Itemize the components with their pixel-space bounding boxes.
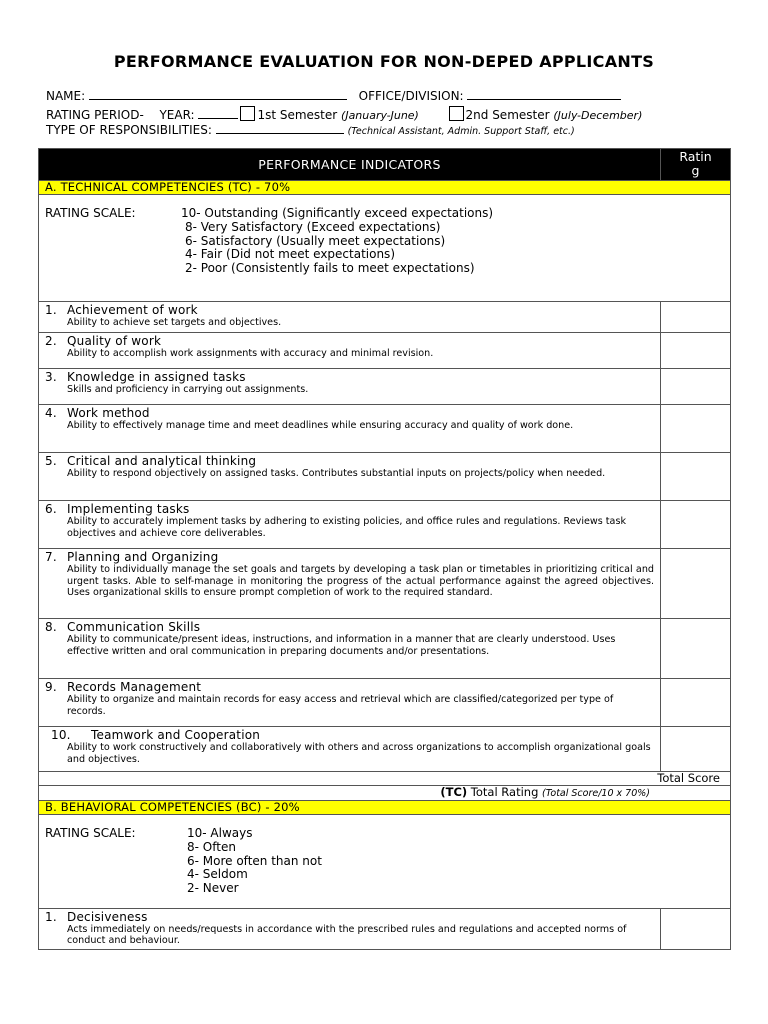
criterion-row xyxy=(39,302,731,333)
criterion-title xyxy=(45,503,654,516)
criterion-row xyxy=(39,908,731,949)
rating-header-line2: g xyxy=(691,163,700,178)
section-b-header xyxy=(39,801,731,815)
section-b-title: B. BEHAVIORAL COMPETENCIES (BC) - 20% xyxy=(39,801,731,815)
criterion-title xyxy=(45,551,654,564)
rating-input-cell[interactable] xyxy=(661,501,731,549)
rating-input-cell[interactable] xyxy=(661,619,731,679)
criterion-row xyxy=(39,619,731,679)
rating-input-cell[interactable] xyxy=(661,908,731,949)
criterion-row xyxy=(39,727,731,772)
rating-input-cell[interactable] xyxy=(661,453,731,501)
first-semester-checkbox[interactable] xyxy=(240,106,255,121)
section-a-title: A. TECHNICAL COMPETENCIES (TC) - 70% xyxy=(39,181,731,195)
criterion-number: 9. xyxy=(45,680,57,694)
rating-scale-entry: 6- Satisfactory (Usually meet expectations) xyxy=(185,233,446,248)
responsibilities-hint: (Technical Assistant, Admin. Support Staff, etc.) xyxy=(347,126,575,137)
second-semester-label: 2nd Semester xyxy=(465,108,550,122)
criterion-description: Acts immediately on needs/requests in accordance with the prescribed rules and regulations and accepted norms of conduct and behaviour. xyxy=(67,923,627,947)
rating-input-cell[interactable] xyxy=(661,369,731,405)
rating-input-cell[interactable] xyxy=(661,679,731,727)
criterion-title xyxy=(45,729,654,742)
criterion-name: Implementing tasks xyxy=(67,502,190,516)
section-b-scale-label: RATING SCALE: xyxy=(45,826,136,840)
criterion-cell xyxy=(39,369,661,405)
criterion-description: Skills and proficiency in carrying out assignments. xyxy=(67,384,309,395)
rating-input-cell[interactable] xyxy=(661,549,731,619)
criterion-row xyxy=(39,501,731,549)
total-rating-row xyxy=(39,786,731,801)
criterion-cell xyxy=(39,405,661,453)
document-title: PERFORMANCE EVALUATION FOR NON-DEPED APPLICANTS xyxy=(113,52,655,71)
criterion-cell xyxy=(39,549,661,619)
criterion-title xyxy=(45,455,654,468)
criterion-number: 4. xyxy=(45,406,57,420)
criterion-description: Ability to communicate/present ideas, instructions, and information in a manner that are clearly understood. Uses effective written and oral communication in preparing documents and/or presentations. xyxy=(67,634,616,657)
criterion-cell xyxy=(39,619,661,679)
rating-scale-entry: 10- Always xyxy=(187,826,253,840)
criterion-name: Communication Skills xyxy=(67,620,201,634)
rating-scale-entry: 8- Often xyxy=(187,839,236,854)
rating-input-cell[interactable] xyxy=(661,727,731,772)
total-rating-formula: (Total Score/10 x 70%) xyxy=(542,788,650,799)
criterion-description: Ability to achieve set targets and objectives. xyxy=(67,317,282,328)
section-b-scale-values xyxy=(187,827,322,896)
name-field[interactable] xyxy=(89,88,347,100)
criterion-name: Records Management xyxy=(67,680,202,694)
criterion-row xyxy=(39,369,731,405)
criterion-row xyxy=(39,405,731,453)
indicators-header: PERFORMANCE INDICATORS xyxy=(39,149,661,181)
criterion-row xyxy=(39,679,731,727)
criterion-number: 1. xyxy=(45,303,57,317)
rating-input-cell[interactable] xyxy=(661,302,731,333)
criterion-number: 2. xyxy=(45,334,57,348)
rating-scale-entry: 6- More often than not xyxy=(187,853,322,868)
second-semester-checkbox[interactable] xyxy=(449,106,464,121)
criterion-name: Knowledge in assigned tasks xyxy=(67,370,246,384)
criterion-description: Ability to work constructively and collaboratively with others and across organizations to accomplish organizational goals and objectives. xyxy=(67,742,651,765)
responsibilities-field[interactable] xyxy=(216,122,344,134)
criterion-cell xyxy=(39,679,661,727)
criterion-title xyxy=(45,371,654,384)
rating-scale-entry: 2- Never xyxy=(187,881,239,896)
criterion-title xyxy=(45,911,654,924)
criterion-description: Ability to effectively manage time and meet deadlines while ensuring accuracy and quality of work done. xyxy=(67,420,574,431)
section-b-scale-row xyxy=(39,815,731,909)
criterion-number: 10. xyxy=(51,728,71,742)
criterion-name: Work method xyxy=(67,406,150,420)
first-semester-label: 1st Semester xyxy=(257,108,338,122)
rating-header xyxy=(661,149,731,181)
section-b-scale xyxy=(39,815,731,909)
criterion-name: Quality of work xyxy=(67,334,162,348)
criterion-cell xyxy=(39,333,661,369)
criterion-row xyxy=(39,453,731,501)
evaluation-table xyxy=(38,148,731,950)
section-a-scale-row xyxy=(39,195,731,302)
total-score-row xyxy=(39,772,731,786)
criterion-title xyxy=(45,621,654,634)
criterion-description: Ability to individually manage the set goals and targets by developing a task plan or timetables in prioritizing critical and urgent tasks. Able to self-manage in monitoring the progress of the actual performance against the agreed objectives. Uses organizational skills to ensure prompt completion of work to the required standard. xyxy=(67,564,654,598)
section-a-header xyxy=(39,181,731,195)
criterion-cell xyxy=(39,727,661,772)
criterion-cell xyxy=(39,501,661,549)
total-rating-label: Total Rating xyxy=(470,785,539,799)
criterion-cell xyxy=(39,453,661,501)
first-semester-months: (January-June) xyxy=(341,109,419,122)
rating-period-row xyxy=(46,106,642,122)
criterion-cell xyxy=(39,908,661,949)
criterion-description: Ability to organize and maintain records for easy access and retrieval which are classified/categorized per type of records. xyxy=(67,694,614,717)
name-label: NAME: xyxy=(46,89,86,103)
rating-scale-entry: 8- Very Satisfactory (Exceed expectations) xyxy=(185,219,441,234)
section-a-scale xyxy=(39,195,731,302)
rating-scale-entry: 2- Poor (Consistently fails to meet expectations) xyxy=(185,261,475,276)
total-score-label: Total Score xyxy=(39,772,731,786)
criterion-title xyxy=(45,407,654,420)
year-field[interactable] xyxy=(198,107,238,119)
rating-period-label: RATING PERIOD- xyxy=(46,108,144,122)
office-label: OFFICE/DIVISION: xyxy=(358,89,464,103)
rating-input-cell[interactable] xyxy=(661,405,731,453)
rating-header-line1: Ratin xyxy=(679,149,712,164)
criterion-description: Ability to accurately implement tasks by adhering to existing policies, and office rules and regulations. Reviews task objectives and achieve core deliverables. xyxy=(67,516,626,539)
criterion-cell xyxy=(39,302,661,333)
criterion-description: Ability to respond objectively on assigned tasks. Contributes substantial inputs on projects/policy when needed. xyxy=(67,468,606,479)
criterion-row xyxy=(39,333,731,369)
second-semester-months: (July-December) xyxy=(553,109,643,122)
criterion-title xyxy=(45,681,654,694)
criterion-name: Achievement of work xyxy=(67,303,198,317)
office-field[interactable] xyxy=(467,88,621,100)
responsibilities-label: TYPE OF RESPONSIBILITIES: xyxy=(46,123,212,137)
criterion-name: Planning and Organizing xyxy=(67,550,219,564)
section-a-scale-label: RATING SCALE: xyxy=(45,206,136,220)
rating-input-cell[interactable] xyxy=(661,333,731,369)
criterion-number: 6. xyxy=(45,502,57,516)
rating-scale-entry: 4- Fair (Did not meet expectations) xyxy=(185,247,395,262)
criterion-name: Decisiveness xyxy=(67,909,148,924)
criterion-number: 1. xyxy=(45,909,57,924)
year-label: YEAR: xyxy=(159,108,195,122)
rating-scale-entry: 10- Outstanding (Significantly exceed expectations) xyxy=(181,206,494,220)
criterion-row xyxy=(39,549,731,619)
criterion-name: Critical and analytical thinking xyxy=(67,454,257,468)
table-header-row xyxy=(39,149,731,181)
total-rating-prefix: (TC) xyxy=(440,785,468,799)
total-rating-cell xyxy=(39,786,731,801)
criterion-number: 8. xyxy=(45,620,57,634)
criterion-description: Ability to accomplish work assignments with accuracy and minimal revision. xyxy=(67,348,434,359)
criterion-title xyxy=(45,304,654,317)
section-a-scale-values xyxy=(181,207,493,276)
criterion-title xyxy=(45,335,654,348)
responsibilities-row xyxy=(46,122,575,137)
criterion-number: 5. xyxy=(45,454,57,468)
name-row xyxy=(46,88,621,103)
criterion-name: Teamwork and Cooperation xyxy=(91,728,261,742)
criterion-number: 7. xyxy=(45,550,57,564)
criterion-number: 3. xyxy=(45,370,57,384)
rating-scale-entry: 4- Seldom xyxy=(187,867,248,882)
